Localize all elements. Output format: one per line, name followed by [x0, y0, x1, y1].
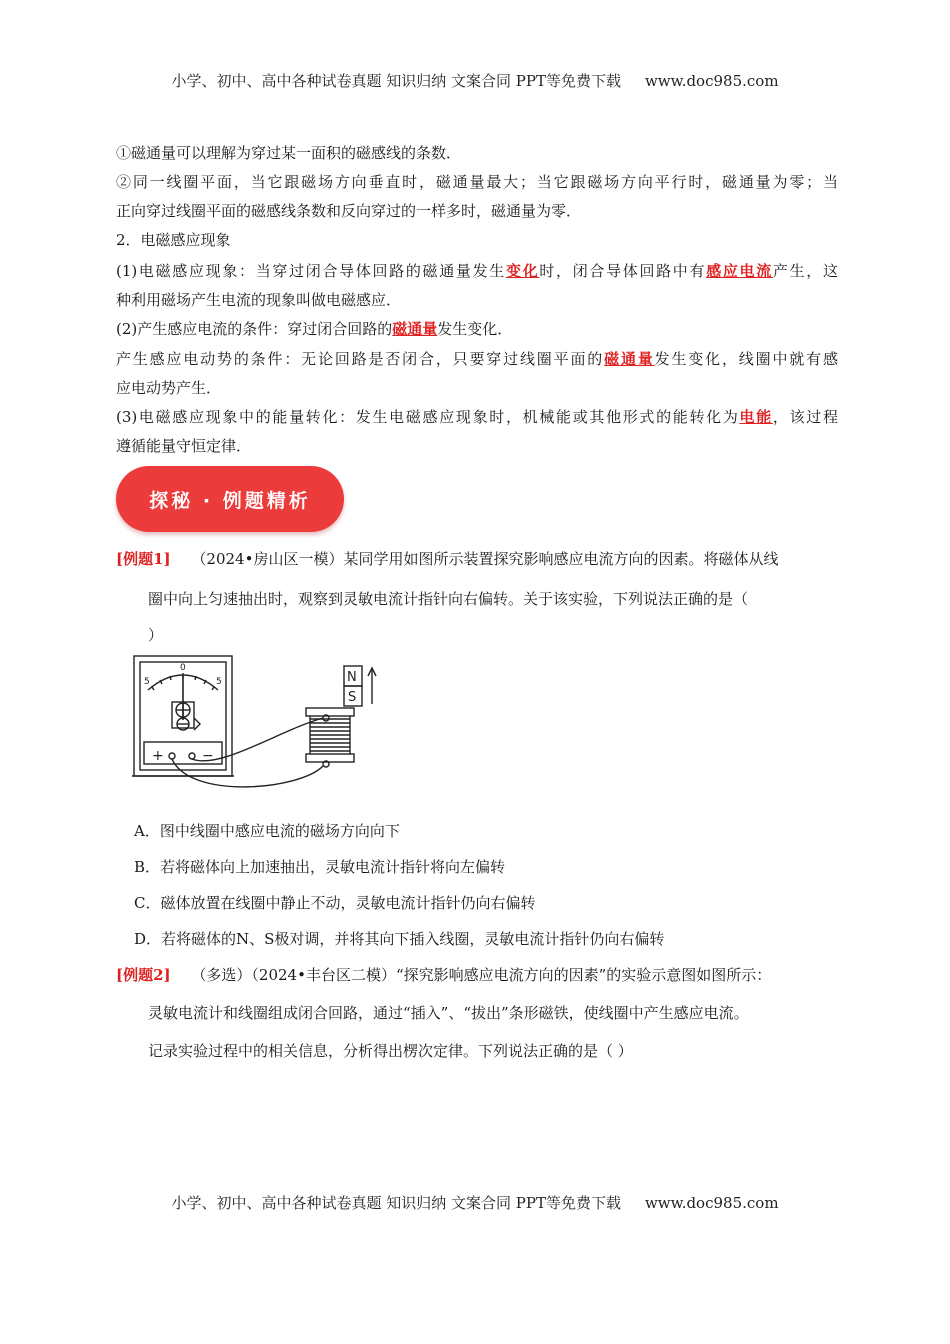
footer-banner — [0, 1192, 950, 1213]
note-1: ①磁通量可以理解为穿过某一面积的磁感线的条数． — [116, 144, 462, 162]
coil-bottom-flange — [306, 754, 354, 762]
example2-line2: 灵敏电流计和线圈组成闭合回路，通过“插入”、“拔出”条形磁铁，使线圈中产生感应电流。 — [148, 1004, 749, 1022]
magnet-s-label: S — [348, 690, 357, 705]
terminal-plus-label: + — [152, 748, 164, 764]
para-3a: (3)电磁感应现象中的能量转化：发生电磁感应现象时，机械能或其他形式的能转化为电能，该过程 — [116, 408, 838, 426]
section-title-banner: 探秘 · 例题精析 — [116, 466, 344, 532]
scale-label-zero: 0 — [180, 663, 186, 673]
example1-option-c: C．磁体放置在线圈中静止不动，灵敏电流计指针仍向右偏转 — [134, 894, 536, 912]
coil-windings — [310, 719, 350, 751]
para-3b: 遵循能量守恒定律． — [116, 437, 252, 455]
example2-tag: [例题2] — [116, 966, 171, 984]
example1-option-d: D．若将磁体的N、S极对调，并将其向下插入线圈，灵敏电流计指针仍向右偏转 — [134, 930, 665, 948]
coil-top-flange — [306, 708, 354, 716]
example1-line3: ） — [148, 626, 164, 644]
terminal-minus-label: − — [202, 748, 214, 764]
example1-tag: [例题1] — [116, 550, 171, 568]
section-2-heading: 2．电磁感应现象 — [116, 231, 231, 249]
footer-banner-site: www.doc985.com — [644, 1194, 779, 1212]
terminal-left — [169, 753, 175, 759]
banner-site: www.doc985.com — [644, 72, 779, 90]
note-2b: 正向穿过线圈平面的磁感线条数和反向穿过的一样多时，磁通量为零． — [116, 202, 582, 220]
keyword-flux-2: 磁通量 — [604, 350, 655, 368]
para-2d: 应电动势产生． — [116, 379, 222, 397]
example1-line2: 圈中向上匀速抽出时，观察到灵敏电流计指针向右偏转。关于该实验，下列说法正确的是（ — [148, 590, 749, 608]
footer-banner-text: 小学、初中、高中各种试卷真题 知识归纳 文案合同 PPT等免费下载 — [171, 1194, 621, 1212]
keyword-flux-1: 磁通量 — [392, 320, 438, 338]
example2-line1: [例题2] （多选）（2024•丰台区二模）“探究影响感应电流方向的因素”的实验示意图如图所示： — [116, 966, 772, 984]
example1-line1: [例题1] （2024•房山区一模）某同学用如图所示装置探究影响感应电流方向的因素。将磁体从线 — [116, 550, 779, 568]
wire-1 — [172, 759, 323, 787]
experiment-figure — [130, 650, 400, 800]
example2-source: （多选）（2024•丰台区二模） — [191, 966, 396, 984]
keyword-induced-current: 感应电流 — [706, 262, 773, 280]
example2-line3: 记录实验过程中的相关信息，分析得出楞次定律。下列说法正确的是（ ） — [148, 1042, 633, 1060]
example1-option-a: A．图中线圈中感应电流的磁场方向向下 — [134, 822, 400, 840]
para-1b: 种利用磁场产生电流的现象叫做电磁感应． — [116, 291, 402, 309]
keyword-electric-energy: 电能 — [739, 408, 773, 426]
para-2: (2)产生感应电流的条件：穿过闭合回路的磁通量发生变化． — [116, 320, 513, 338]
header-banner — [0, 70, 950, 91]
example1-option-b: B．若将磁体向上加速抽出，灵敏电流计指针将向左偏转 — [134, 858, 506, 876]
example1-source: （2024•房山区一模） — [191, 550, 344, 568]
magnet-n-label: N — [347, 670, 357, 685]
banner-text: 小学、初中、高中各种试卷真题 知识归纳 文案合同 PPT等免费下载 — [171, 72, 621, 90]
scale-label-right: 5 — [216, 677, 222, 687]
keyword-change: 变化 — [505, 262, 540, 280]
note-2a: ②同一线圈平面，当它跟磁场方向垂直时，磁通量最大；当它跟磁场方向平行时，磁通量为零；当 — [116, 173, 838, 191]
terminal-right — [189, 753, 195, 759]
para-2c: 产生感应电动势的条件：无论回路是否闭合，只要穿过线圈平面的磁通量发生变化，线圈中就有感 — [116, 350, 838, 368]
para-1a: (1)电磁感应现象：当穿过闭合导体回路的磁通量发生变化时，闭合导体回路中有感应电流产生，这 — [116, 262, 838, 280]
scale-label-left: 5 — [144, 677, 150, 687]
